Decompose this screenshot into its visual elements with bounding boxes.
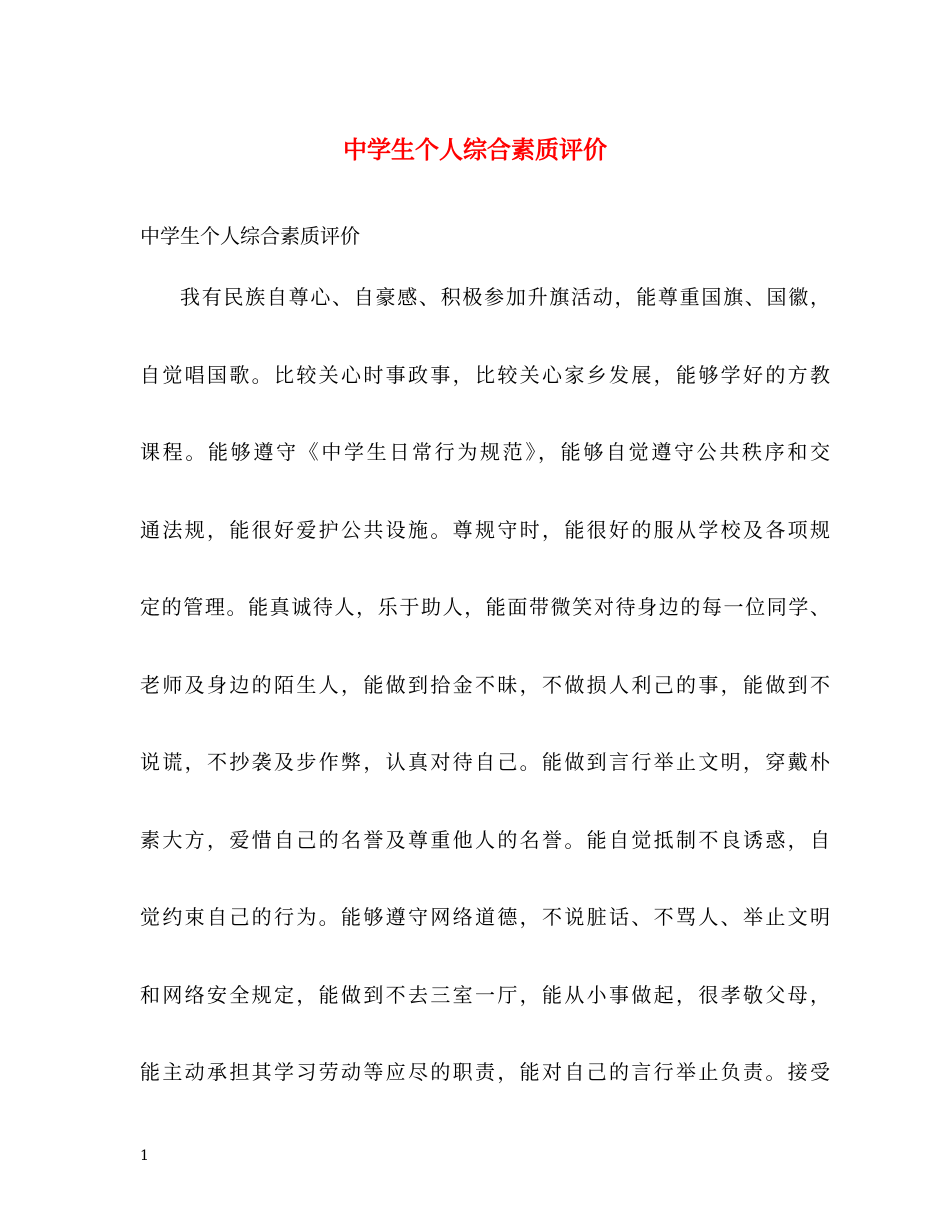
body-line: 定的管理。能真诚待人，乐于助人，能面带微笑对待身边的每一位同学、 bbox=[140, 595, 830, 619]
body-line: 课程。能够遵守《中学生日常行为规范》，能够自觉遵守公共秩序和交 bbox=[140, 440, 830, 464]
document-title: 中学生个人综合素质评价 bbox=[343, 135, 607, 164]
body-line: 老师及身边的陌生人，能做到拾金不昧，不做损人利己的事，能做到不 bbox=[140, 672, 830, 697]
body-text bbox=[140, 277, 830, 1130]
body-line: 我有民族自尊心、自豪感、积极参加升旗活动，能尊重国旗、国徽， bbox=[180, 285, 830, 309]
page-number: 1 bbox=[140, 1148, 149, 1164]
body-line: 能主动承担其学习劳动等应尽的职责，能对自己的言行举止负责。接受 bbox=[140, 1060, 830, 1084]
body-line: 通法规，能很好爱护公共设施。尊规守时，能很好的服从学校及各项规 bbox=[140, 517, 830, 542]
body-line: 和网络安全规定，能做到不去三室一厅，能从小事做起，很孝敬父母， bbox=[140, 982, 830, 1007]
body-line: 说谎，不抄袭及步作弊，认真对待自己。能做到言行举止文明，穿戴朴 bbox=[140, 750, 830, 774]
document-subtitle: 中学生个人综合素质评价 bbox=[140, 224, 360, 248]
body-line: 自觉唱国歌。比较关心时事政事，比较关心家乡发展，能够学好的方教 bbox=[140, 362, 830, 387]
body-line: 觉约束自己的行为。能够遵守网络道德，不说脏话、不骂人、举止文明 bbox=[140, 905, 830, 929]
body-line: 素大方，爱惜自己的名誉及尊重他人的名誉。能自觉抵制不良诱惑，自 bbox=[140, 827, 830, 852]
